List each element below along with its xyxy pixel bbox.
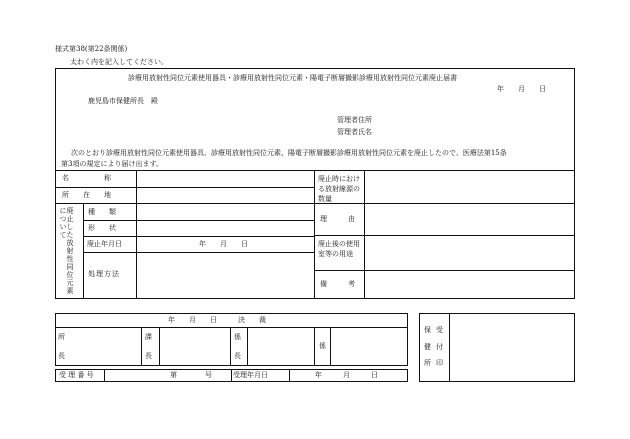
kacho-top: 課 <box>145 333 152 341</box>
disposal-method-label: 処理方法 <box>88 270 120 278</box>
manager-name-label: 管理者氏名 <box>337 128 372 136</box>
location-label: 所 在 地 <box>62 191 111 199</box>
name-label: 名 称 <box>62 174 111 182</box>
approval-col <box>247 327 248 366</box>
col-rule <box>136 170 137 299</box>
row-rule <box>83 236 314 237</box>
abolished-isotope-label: 廃止した放射性同位元素について <box>59 207 74 295</box>
row-rule <box>55 203 575 204</box>
approval-col <box>159 327 160 366</box>
manager-address-label: 管理者住所 <box>337 116 372 124</box>
approval-col <box>141 327 142 366</box>
col-rule <box>83 203 84 299</box>
receipt-number-label: 受 理 番 号 <box>59 371 94 379</box>
row-rule <box>83 252 314 253</box>
receipt-date-label: 受理年月日 <box>233 371 268 379</box>
row-rule <box>83 220 314 221</box>
col-rule <box>364 170 365 299</box>
row-rule <box>314 235 575 236</box>
abolish-date-label: 廃止年月日 <box>87 240 122 248</box>
table-top-rule <box>55 170 575 171</box>
stamp-row-3: 所 印 <box>424 359 446 367</box>
body-text-line-2: 第3項の規定により届け出ます。 <box>61 160 163 168</box>
instruction-text: 太わく内を記入してください。 <box>70 58 168 66</box>
reason-label: 理 由 <box>320 215 355 223</box>
approval-rule <box>55 327 408 328</box>
kakari-label: 係 <box>319 342 326 350</box>
approval-col <box>230 327 231 366</box>
body-text-line-1: 次のとおり診療用放射性同位元素使用器具、診療用放射性同位元素、陽電子断層撮影診療用放射性同位元素を廃止したので、医療法第15条 <box>71 149 507 157</box>
row-rule <box>55 187 314 188</box>
room-use-label: 廃止後の使用室等の用途 <box>318 240 360 258</box>
abolish-date-value: 年 月 日 <box>199 240 248 248</box>
amount-at-abolish-label: 廃止時における放射線源の数量 <box>318 175 360 203</box>
stamp-col <box>449 313 450 382</box>
receipt-date-value: 年 月 日 <box>315 371 378 379</box>
col-rule <box>314 170 315 299</box>
receipt-number-value: 第 号 <box>170 371 212 379</box>
form-title: 診療用放射性同位元素使用器具・診療用放射性同位元素・陽電子断層撮影診療用放射性同位元素廃止届書 <box>128 74 457 82</box>
shape-label: 形 状 <box>88 224 116 232</box>
shocho-bottom: 長 <box>58 352 65 360</box>
decision-label: 年 月 日 決 裁 <box>168 316 266 324</box>
receipt-col <box>104 369 105 382</box>
kacho-bottom: 長 <box>145 352 152 360</box>
receipt-col <box>289 369 290 382</box>
form-number: 様式第38(第22条関係) <box>55 45 128 53</box>
receipt-col <box>231 369 232 382</box>
addressee: 鹿児島市保健所長 殿 <box>88 97 158 105</box>
approval-col <box>330 327 331 366</box>
stamp-row-1: 保 受 <box>424 326 446 334</box>
submission-date: 年 月 日 <box>497 85 546 93</box>
approval-col <box>314 327 315 366</box>
stamp-row-2: 健 付 <box>424 343 446 351</box>
type-label: 種 類 <box>88 208 116 216</box>
kakaricho-top: 係 <box>234 333 241 341</box>
row-rule <box>314 270 575 271</box>
kakaricho-bottom: 長 <box>234 352 241 360</box>
remarks-label: 備 考 <box>320 280 355 288</box>
shocho-top: 所 <box>58 333 65 341</box>
